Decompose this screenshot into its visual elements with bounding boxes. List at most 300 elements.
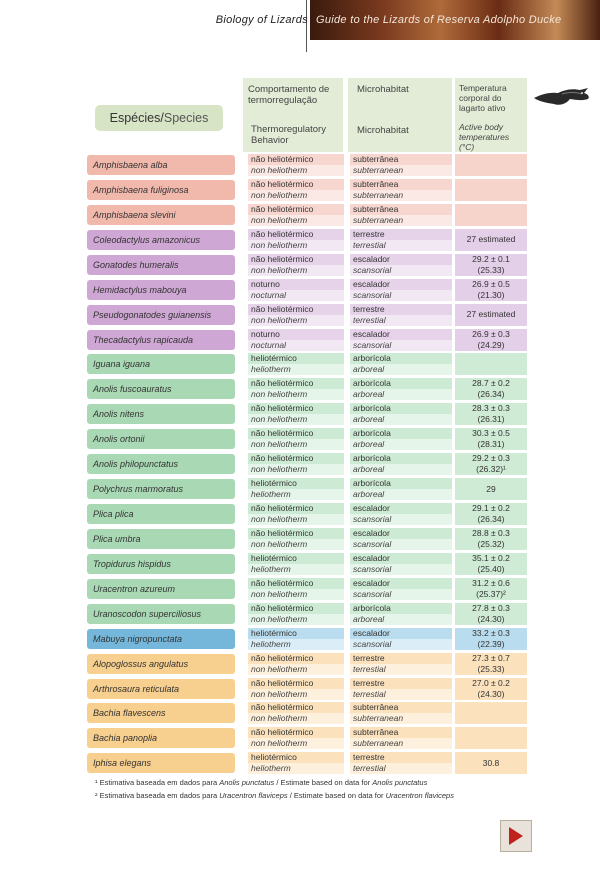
behavior-pt: não heliotérmico <box>248 603 344 614</box>
behavior-cell <box>248 254 344 276</box>
table-row <box>0 603 600 625</box>
species-label-en: Species <box>163 111 209 125</box>
table-row <box>0 154 600 176</box>
microhabitat-en: scansorial <box>350 564 452 575</box>
temperature-cell <box>455 603 527 625</box>
behavior-pt: não heliotérmico <box>248 229 344 240</box>
behavior-cell <box>248 678 344 700</box>
behavior-en: non heliotherm <box>248 215 344 226</box>
behavior-label-en: Thermoregulatory Behavior <box>251 124 326 146</box>
microhabitat-pt: escalador <box>350 329 452 340</box>
species-label-sep: / <box>160 111 164 125</box>
footnote-species: Anolis punctatus <box>372 778 428 787</box>
microhabitat-pt: terrestre <box>350 678 452 689</box>
table-row <box>0 727 600 749</box>
behavior-pt: não heliotérmico <box>248 702 344 713</box>
microhabitat-cell <box>350 503 452 525</box>
temperature-cell <box>455 678 527 700</box>
behavior-en: heliotherm <box>248 489 344 500</box>
species-name-text: Plica plica <box>93 509 134 520</box>
microhabitat-en: subterranean <box>350 190 452 201</box>
behavior-en: heliotherm <box>248 763 344 774</box>
species-name-text: Uranoscodon superciliosus <box>93 608 202 619</box>
microhabitat-en: subterranean <box>350 165 452 176</box>
behavior-pt: não heliotérmico <box>248 653 344 664</box>
behavior-en: non heliotherm <box>248 315 344 326</box>
microhabitat-pt: subterrânea <box>350 727 452 738</box>
species-name <box>87 205 235 225</box>
species-name-text: Amphisbaena fuliginosa <box>93 184 189 195</box>
microhabitat-en: terrestial <box>350 763 452 774</box>
temperature-cell <box>455 254 527 276</box>
footnote-species: Uracentron flaviceps <box>385 791 454 800</box>
temperature-mean: 31.2 ± 0.6 <box>472 577 510 588</box>
species-name <box>87 504 235 524</box>
species-name <box>87 280 235 300</box>
behavior-en: non heliotherm <box>248 389 344 400</box>
behavior-pt: não heliotérmico <box>248 378 344 389</box>
temperature-cell <box>455 702 527 724</box>
microhabitat-en: scansorial <box>350 265 452 276</box>
header-title-left: Biology of Lizards <box>215 14 308 26</box>
microhabitat-en: terrestial <box>350 664 452 675</box>
temperature-range: (25.40) <box>477 563 505 574</box>
microhabitat-pt: escalador <box>350 628 452 639</box>
behavior-pt: noturno <box>248 329 344 340</box>
temperature-cell <box>455 179 527 201</box>
microhabitat-pt: terrestre <box>350 752 452 763</box>
species-name-text: Thecadactylus rapicauda <box>93 334 194 345</box>
temperature-range: (24.30) <box>477 613 505 624</box>
species-name <box>87 180 235 200</box>
microhabitat-en: arboreal <box>350 389 452 400</box>
microhabitat-pt: escalador <box>350 503 452 514</box>
footnote-species: Anolis punctatus <box>219 778 275 787</box>
microhabitat-en: subterranean <box>350 713 452 724</box>
table-row <box>0 179 600 201</box>
footnote-text: Estimativa baseada em dados para <box>97 778 220 787</box>
behavior-cell <box>248 329 344 351</box>
temperature-mean: 30.8 <box>482 757 500 768</box>
species-name <box>87 330 235 350</box>
temperature-range: (25.33) <box>477 663 505 674</box>
behavior-pt: heliotérmico <box>248 353 344 364</box>
footnote-species: Uracentron flaviceps <box>219 791 288 800</box>
behavior-en: nocturnal <box>248 340 344 351</box>
temperature-range: (26.34) <box>477 389 505 400</box>
microhabitat-pt: terrestre <box>350 653 452 664</box>
behavior-cell <box>248 528 344 550</box>
table-row <box>0 553 600 575</box>
microhabitat-pt: escalador <box>350 553 452 564</box>
temperature-mean: 33.2 ± 0.3 <box>472 627 510 638</box>
species-name-text: Amphisbaena alba <box>93 160 168 170</box>
microhabitat-pt: arborícola <box>350 353 452 364</box>
microhabitat-pt: escalador <box>350 528 452 539</box>
temperature-mean: 29.1 ± 0.2 <box>472 503 510 514</box>
temperature-mean: 29.2 ± 0.3 <box>472 453 510 464</box>
behavior-en: non heliotherm <box>248 514 344 525</box>
temperature-range: (24.30) <box>477 688 505 699</box>
microhabitat-en: terrestial <box>350 315 452 326</box>
table-row <box>0 279 600 301</box>
microhabitat-en: scansorial <box>350 589 452 600</box>
species-label-pt: Espécies <box>109 111 161 125</box>
microhabitat-cell <box>350 154 452 176</box>
header-title-right: Guide to the Lizards of Reserva Adolpho Ducke <box>316 14 562 26</box>
table-row <box>0 304 600 326</box>
behavior-en: non heliotherm <box>248 738 344 749</box>
microhabitat-en: scansorial <box>350 639 452 650</box>
table-row <box>0 229 600 251</box>
temperature-cell <box>455 304 527 326</box>
temperature-cell <box>455 453 527 475</box>
behavior-pt: não heliotérmico <box>248 503 344 514</box>
species-name <box>87 230 235 250</box>
species-name <box>87 703 235 723</box>
temperature-mean: 29 <box>486 483 496 494</box>
microhabitat-pt: subterrânea <box>350 702 452 713</box>
temperature-cell <box>455 528 527 550</box>
behavior-cell <box>248 752 344 774</box>
next-page-button[interactable] <box>500 820 532 852</box>
temperature-range: (28.31) <box>477 439 505 450</box>
species-name-text: Pseudogonatodes guianensis <box>93 309 212 320</box>
species-name <box>87 629 235 649</box>
microhabitat-cell <box>350 653 452 675</box>
species-name <box>87 579 235 599</box>
behavior-pt: não heliotérmico <box>248 304 344 315</box>
temperature-mean: 28.8 ± 0.3 <box>472 527 510 538</box>
microhabitat-en: arboreal <box>350 464 452 475</box>
microhabitat-en: arboreal <box>350 439 452 450</box>
microhabitat-en: scansorial <box>350 514 452 525</box>
microhabitat-en: arboreal <box>350 414 452 425</box>
behavior-pt: não heliotérmico <box>248 727 344 738</box>
behavior-en: non heliotherm <box>248 165 344 176</box>
species-name <box>87 679 235 699</box>
behavior-pt: não heliotérmico <box>248 678 344 689</box>
microhabitat-cell <box>350 578 452 600</box>
microhabitat-cell <box>350 528 452 550</box>
species-name <box>87 529 235 549</box>
behavior-column-header <box>243 78 343 152</box>
microhabitat-pt: escalador <box>350 578 452 589</box>
temperature-range: (25.37)² <box>476 588 506 599</box>
species-name <box>87 404 235 424</box>
behavior-cell <box>248 503 344 525</box>
behavior-cell <box>248 204 344 226</box>
species-name <box>87 155 235 175</box>
behavior-pt: não heliotérmico <box>248 204 344 215</box>
microhabitat-pt: arborícola <box>350 478 452 489</box>
behavior-cell <box>248 229 344 251</box>
species-name-text: Alopoglossus angulatus <box>93 658 189 669</box>
behavior-en: non heliotherm <box>248 464 344 475</box>
behavior-cell <box>248 727 344 749</box>
table-row <box>0 403 600 425</box>
species-name-text: Anolis fuscoauratus <box>93 384 172 395</box>
temperature-cell <box>455 353 527 375</box>
species-name-text: Iphisa elegans <box>93 758 152 769</box>
next-page-icon <box>509 827 523 845</box>
species-name <box>87 479 235 499</box>
species-name <box>87 604 235 624</box>
species-name-text: Plica umbra <box>93 533 141 544</box>
table-row <box>0 453 600 475</box>
temperature-range: (22.39) <box>477 638 505 649</box>
temperature-cell <box>455 403 527 425</box>
species-name-text: Iguana iguana <box>93 359 151 370</box>
temperature-mean: 29.2 ± 0.1 <box>472 253 510 264</box>
footnote-text: Estimativa baseada em dados para <box>97 791 220 800</box>
species-column-header <box>95 105 223 131</box>
microhabitat-cell <box>350 353 452 375</box>
temperature-mean: 27 estimated <box>466 234 516 245</box>
temperature-range: (21.30) <box>477 289 505 300</box>
behavior-pt: não heliotérmico <box>248 154 344 165</box>
temperature-cell <box>455 378 527 400</box>
species-name <box>87 429 235 449</box>
microhabitat-en: arboreal <box>350 489 452 500</box>
microhabitat-en: terrestial <box>350 689 452 700</box>
temperature-cell <box>455 553 527 575</box>
behavior-cell <box>248 378 344 400</box>
temperature-cell <box>455 752 527 774</box>
temperature-range: (25.32) <box>477 538 505 549</box>
behavior-pt: não heliotérmico <box>248 528 344 539</box>
behavior-en: non heliotherm <box>248 589 344 600</box>
species-name-text: Gonatodes humeralis <box>93 259 179 270</box>
behavior-pt: heliotérmico <box>248 478 344 489</box>
microhabitat-cell <box>350 403 452 425</box>
species-name-text: Hemidactylus mabouya <box>93 284 187 295</box>
table-row <box>0 378 600 400</box>
temperature-cell <box>455 204 527 226</box>
microhabitat-pt: arborícola <box>350 453 452 464</box>
behavior-en: non heliotherm <box>248 614 344 625</box>
microhabitat-label-en: Microhabitat <box>357 125 409 136</box>
behavior-cell <box>248 179 344 201</box>
footnote-mark: ¹ <box>95 778 98 787</box>
behavior-cell <box>248 428 344 450</box>
temperature-cell <box>455 428 527 450</box>
microhabitat-cell <box>350 229 452 251</box>
table-row <box>0 503 600 525</box>
behavior-en: non heliotherm <box>248 539 344 550</box>
behavior-cell <box>248 353 344 375</box>
microhabitat-cell <box>350 478 452 500</box>
microhabitat-cell <box>350 603 452 625</box>
behavior-en: non heliotherm <box>248 190 344 201</box>
behavior-pt: noturno <box>248 279 344 290</box>
temperature-column-header <box>455 78 527 152</box>
behavior-pt: não heliotérmico <box>248 179 344 190</box>
species-name-text: Arthrosaura reticulata <box>93 683 180 694</box>
table-row <box>0 678 600 700</box>
species-name-text: Tropidurus hispidus <box>93 558 171 569</box>
species-name-text: Bachia flavescens <box>93 708 166 719</box>
microhabitat-pt: arborícola <box>350 428 452 439</box>
page-header <box>0 0 600 40</box>
microhabitat-pt: escalador <box>350 279 452 290</box>
microhabitat-cell <box>350 329 452 351</box>
temperature-cell <box>455 653 527 675</box>
table-row <box>0 428 600 450</box>
table-row <box>0 478 600 500</box>
species-name <box>87 454 235 474</box>
behavior-en: heliotherm <box>248 364 344 375</box>
microhabitat-en: scansorial <box>350 340 452 351</box>
species-name-text: Uracentron azureum <box>93 583 176 594</box>
species-name-text: Anolis ortonii <box>93 434 145 445</box>
footnote-2 <box>95 791 454 800</box>
footnote-mark: ² <box>95 791 98 800</box>
temperature-cell <box>455 279 527 301</box>
behavior-cell <box>248 453 344 475</box>
microhabitat-en: arboreal <box>350 614 452 625</box>
table-row <box>0 578 600 600</box>
behavior-pt: heliotérmico <box>248 553 344 564</box>
temperature-mean: 27.3 ± 0.7 <box>472 652 510 663</box>
species-name-text: Anolis philopunctatus <box>93 459 179 470</box>
temperature-mean: 28.7 ± 0.2 <box>472 378 510 389</box>
table-row <box>0 329 600 351</box>
species-name-text: Amphisbaena slevini <box>93 209 176 220</box>
lizard-icon <box>532 82 592 112</box>
species-name-text: Coleodactylus amazonicus <box>93 234 201 245</box>
behavior-pt: heliotérmico <box>248 628 344 639</box>
species-name <box>87 354 235 374</box>
species-name-text: Mabuya nigropunctata <box>93 633 183 644</box>
microhabitat-cell <box>350 678 452 700</box>
behavior-en: non heliotherm <box>248 265 344 276</box>
microhabitat-en: scansorial <box>350 539 452 550</box>
microhabitat-en: scansorial <box>350 290 452 301</box>
microhabitat-cell <box>350 702 452 724</box>
temperature-cell <box>455 154 527 176</box>
microhabitat-pt: subterrânea <box>350 154 452 165</box>
species-name <box>87 379 235 399</box>
microhabitat-pt: subterrânea <box>350 179 452 190</box>
species-name <box>87 554 235 574</box>
microhabitat-cell <box>350 727 452 749</box>
species-name <box>87 305 235 325</box>
behavior-cell <box>248 553 344 575</box>
footnote-1 <box>95 778 427 787</box>
behavior-en: non heliotherm <box>248 439 344 450</box>
microhabitat-en: subterranean <box>350 215 452 226</box>
temperature-cell <box>455 578 527 600</box>
microhabitat-cell <box>350 254 452 276</box>
temperature-cell <box>455 329 527 351</box>
microhabitat-label-pt: Microhabitat <box>357 84 409 95</box>
microhabitat-cell <box>350 304 452 326</box>
microhabitat-pt: arborícola <box>350 378 452 389</box>
microhabitat-cell <box>350 378 452 400</box>
behavior-en: non heliotherm <box>248 664 344 675</box>
temperature-mean: 35.1 ± 0.2 <box>472 552 510 563</box>
table-row <box>0 353 600 375</box>
behavior-pt: não heliotérmico <box>248 578 344 589</box>
microhabitat-en: subterranean <box>350 738 452 749</box>
microhabitat-pt: terrestre <box>350 229 452 240</box>
table-row <box>0 752 600 774</box>
temperature-mean: 26.9 ± 0.3 <box>472 328 510 339</box>
behavior-cell <box>248 279 344 301</box>
species-name-text: Anolis nitens <box>93 409 145 420</box>
species-name-text: Bachia panoplia <box>93 733 158 744</box>
temperature-range: (24.29) <box>477 339 505 350</box>
microhabitat-column-header <box>348 78 452 152</box>
temperature-mean: 26.9 ± 0.5 <box>472 278 510 289</box>
behavior-en: nocturnal <box>248 290 344 301</box>
microhabitat-en: arboreal <box>350 364 452 375</box>
behavior-pt: heliotérmico <box>248 752 344 763</box>
behavior-cell <box>248 653 344 675</box>
temperature-mean: 28.3 ± 0.3 <box>472 403 510 414</box>
behavior-en: non heliotherm <box>248 240 344 251</box>
microhabitat-cell <box>350 204 452 226</box>
temperature-cell <box>455 727 527 749</box>
behavior-cell <box>248 478 344 500</box>
temperature-range: (25.33) <box>477 264 505 275</box>
table-row <box>0 204 600 226</box>
table-row <box>0 254 600 276</box>
behavior-en: non heliotherm <box>248 689 344 700</box>
header-divider <box>306 0 307 52</box>
temperature-cell <box>455 503 527 525</box>
table-row <box>0 528 600 550</box>
temperature-cell <box>455 229 527 251</box>
microhabitat-pt: subterrânea <box>350 204 452 215</box>
temperature-range: (26.31) <box>477 414 505 425</box>
microhabitat-cell <box>350 628 452 650</box>
behavior-cell <box>248 403 344 425</box>
species-name-text: Polychrus marmoratus <box>93 484 184 495</box>
microhabitat-pt: terrestre <box>350 304 452 315</box>
behavior-pt: não heliotérmico <box>248 254 344 265</box>
temperature-cell <box>455 478 527 500</box>
species-name <box>87 753 235 773</box>
microhabitat-pt: escalador <box>350 254 452 265</box>
behavior-pt: não heliotérmico <box>248 428 344 439</box>
microhabitat-cell <box>350 279 452 301</box>
temperature-range: (26.32)¹ <box>476 464 506 475</box>
behavior-cell <box>248 702 344 724</box>
temperature-mean: 27.0 ± 0.2 <box>472 677 510 688</box>
table-row <box>0 702 600 724</box>
behavior-cell <box>248 578 344 600</box>
footnote-text: / Estimate based on data for <box>274 778 373 787</box>
behavior-pt: não heliotérmico <box>248 453 344 464</box>
microhabitat-cell <box>350 752 452 774</box>
table-row <box>0 653 600 675</box>
behavior-cell <box>248 304 344 326</box>
table-row <box>0 628 600 650</box>
temperature-label-en: Active body temperatures (°C) <box>459 122 510 152</box>
behavior-cell <box>248 628 344 650</box>
microhabitat-cell <box>350 179 452 201</box>
microhabitat-cell <box>350 453 452 475</box>
temperature-mean: 27.8 ± 0.3 <box>472 602 510 613</box>
temperature-mean: 30.3 ± 0.5 <box>472 428 510 439</box>
species-name <box>87 728 235 748</box>
microhabitat-pt: arborícola <box>350 603 452 614</box>
behavior-cell <box>248 154 344 176</box>
temperature-range: (26.34) <box>477 514 505 525</box>
microhabitat-cell <box>350 553 452 575</box>
